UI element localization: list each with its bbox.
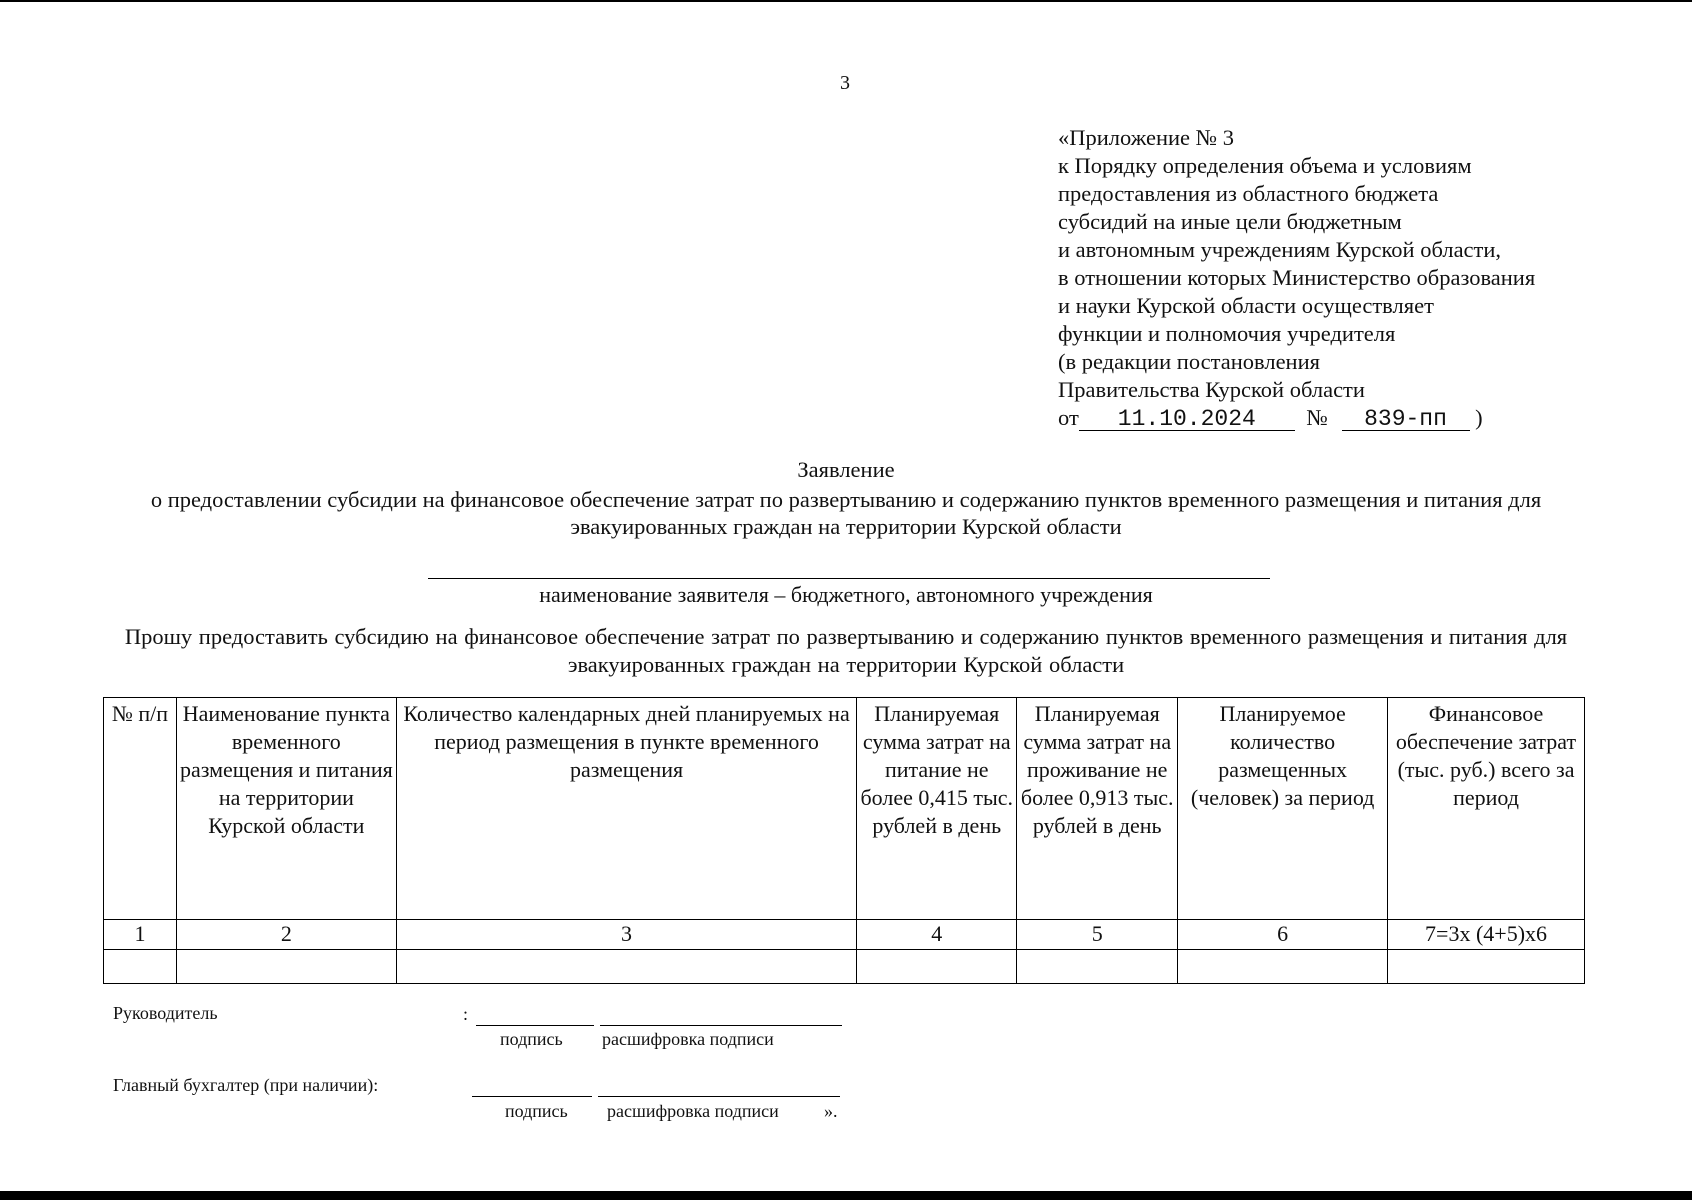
director-label: Руководитель: [113, 1003, 218, 1023]
appendix-line: в отношении которых Министерство образования: [1058, 265, 1536, 290]
table-column-numbers-row: [104, 920, 1585, 950]
resolution-date: 11.10.2024: [1079, 408, 1295, 431]
accountant-decode-caption: расшифровка подписи: [607, 1101, 779, 1121]
resolution-number: 839-пп: [1342, 408, 1470, 431]
appendix-line: «Приложение № 3: [1058, 125, 1234, 150]
appendix-line: и науки Курской области осуществляет: [1058, 293, 1434, 318]
appendix-line: Правительства Курской области: [1058, 377, 1365, 402]
resolution-date-line: [1058, 404, 1658, 432]
header-accommodation-cost: Планируемая сумма затрат на проживание не более 0,913 тыс. рублей в день: [1017, 698, 1178, 920]
number-label: №: [1306, 405, 1328, 430]
table-cell[interactable]: [857, 950, 1017, 984]
table-cell[interactable]: [1017, 950, 1178, 984]
date-prefix: от: [1058, 405, 1079, 430]
director-decode-line: [600, 1025, 842, 1026]
closing-parenthesis: ): [1475, 405, 1483, 430]
table-cell[interactable]: [396, 950, 856, 984]
page-number: 3: [840, 72, 850, 94]
table-cell[interactable]: [1388, 950, 1585, 984]
document-subtitle: о предоставлении субсидии на финансовое обеспечение затрат по развертыванию и содержанию пунктов временного размещения и питания для эвакуированных граждан на территории Курской области: [150, 487, 1542, 539]
column-number: 6: [1178, 920, 1388, 950]
header-total-financing: Финансовое обеспечение затрат (тыс. руб.) всего за период: [1388, 698, 1585, 920]
accountant-decode-line: [598, 1096, 840, 1097]
applicant-name-line: [428, 578, 1270, 579]
page-bottom-border: [0, 1191, 1692, 1200]
director-signature-line: [476, 1025, 594, 1026]
column-number: 3: [396, 920, 856, 950]
director-signature-caption: подпись: [500, 1029, 563, 1049]
header-food-cost: Планируемая сумма затрат на питание не более 0,415 тыс. рублей в день: [857, 698, 1017, 920]
header-point-name: Наименование пункта временного размещения и питания на территории Курской области: [176, 698, 396, 920]
table-cell[interactable]: [1178, 950, 1388, 984]
appendix-line: предоставления из областного бюджета: [1058, 181, 1439, 206]
table-cell[interactable]: [104, 950, 177, 984]
document-title: Заявление: [797, 457, 895, 482]
director-decode-caption: расшифровка подписи: [602, 1029, 774, 1049]
accountant-signature-caption: подпись: [505, 1101, 568, 1121]
accountant-signature-line: [472, 1096, 592, 1097]
header-days: Количество календарных дней планируемых на период размещения в пункте временного размещения: [396, 698, 856, 920]
column-number: 1: [104, 920, 177, 950]
appendix-line: к Порядку определения объема и условиям: [1058, 153, 1472, 178]
appendix-header: [1058, 124, 1658, 432]
column-number: 5: [1017, 920, 1178, 950]
closing-quote: ».: [824, 1101, 838, 1121]
header-number: № п/п: [104, 698, 177, 920]
column-number: 4: [857, 920, 1017, 950]
appendix-line: (в редакции постановления: [1058, 349, 1320, 374]
request-text: Прошу предоставить субсидию на финансовое обеспечение затрат по развертыванию и содержанию пунктов временного размещения и питания для эвакуированных граждан на территории Курской области: [124, 624, 1568, 677]
director-colon: :: [463, 1004, 469, 1024]
applicant-caption: наименование заявителя – бюджетного, автономного учреждения: [539, 582, 1153, 607]
table-row: [104, 950, 1585, 984]
page-top-border: [0, 0, 1692, 2]
column-number-formula: 7=3х (4+5)х6: [1388, 920, 1585, 950]
appendix-line: и автономным учреждениям Курской области,: [1058, 237, 1502, 262]
appendix-line: субсидий на иные цели бюджетным: [1058, 209, 1402, 234]
table-header-row: [104, 698, 1585, 920]
appendix-line: функции и полномочия учредителя: [1058, 321, 1396, 346]
column-number: 2: [176, 920, 396, 950]
table-cell[interactable]: [176, 950, 396, 984]
header-people-count: Планируемое количество размещенных (человек) за период: [1178, 698, 1388, 920]
subsidy-table: [103, 697, 1585, 984]
accountant-label: Главный бухгалтер (при наличии):: [113, 1075, 379, 1095]
